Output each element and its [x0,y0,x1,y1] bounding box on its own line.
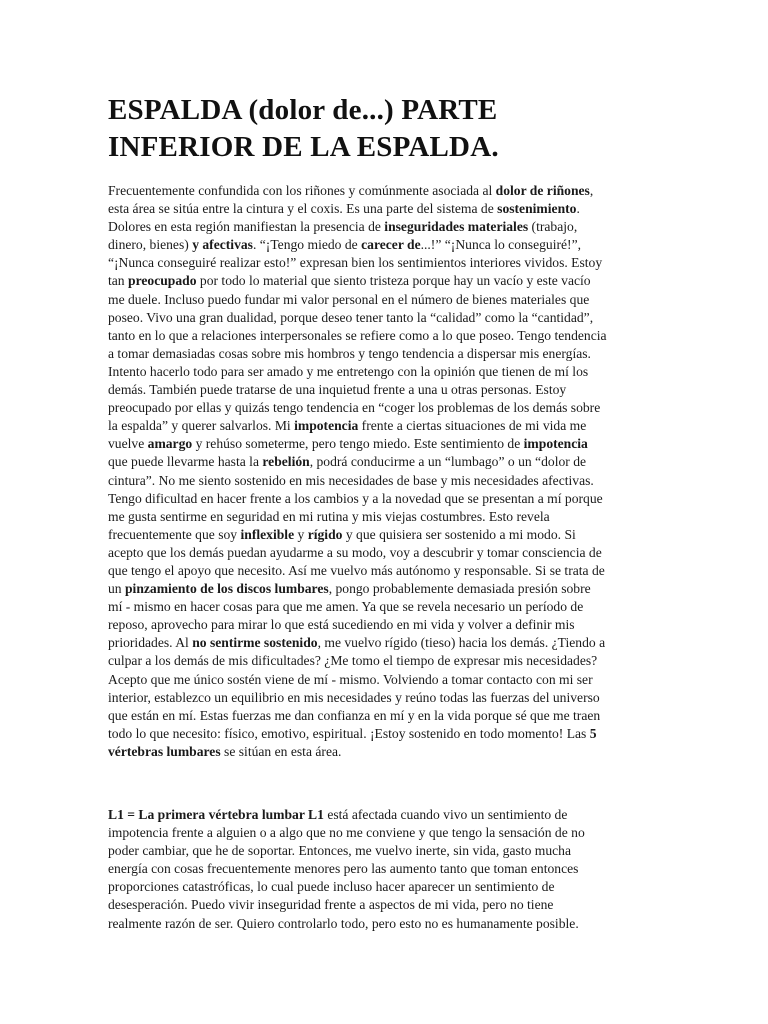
text-run: tanto en lo que a relaciones interpersonales se refiere como a lo que poseo. Tengo tendencia [108,327,607,343]
text-run: todo lo que necesito: físico, emotivo, espiritual. ¡Estoy sostenido en todo momento! Las [108,725,590,741]
text-run: . [576,201,580,217]
text-line [108,616,668,634]
text-run: me gusta sentirme en seguridad en mi rutina y mis viejas costumbres. Esto revela [108,508,550,524]
text-run: la espalda” y querer salvarlos. Mi [108,418,295,434]
bold-text: 5 [589,725,597,741]
text-line [108,806,668,824]
text-line [108,562,668,580]
text-run: reposo, aprovecho para mirar lo que está sucediendo en mi vida y volver a definir mis [108,617,575,633]
text-line [108,291,668,309]
text-run: energía con cosas frecuentemente menores pero las aumento tanto que toman entonces [108,861,579,877]
text-run: poseo. Vivo una gran dualidad, porque deseo tener tanto la “calidad” como la “cantidad”, [108,309,594,325]
text-run: que tengo el apoyo que necesito. Así me vuelvo más autónomo y responsable. Si se trata de [108,562,605,578]
title-line: INFERIOR DE LA ESPALDA. [108,131,499,163]
text-line [108,743,668,761]
bold-text: rebelión [262,454,310,470]
text-line [108,435,668,453]
text-run: frecuentemente que soy [108,526,241,542]
text-run: preocupado por ellas y quizás tengo tendencia en “coger los problemas de los demás sobre [108,400,601,416]
text-run: un [108,581,125,597]
bold-text: dolor de riñones [495,183,590,198]
text-line [108,363,668,381]
text-line [108,707,668,725]
text-line [108,725,668,743]
text-line [108,417,668,435]
text-line [108,689,668,707]
text-line [108,526,668,544]
bold-text: inseguridades materiales [384,219,529,235]
text-run: que puede llevarme hasta la [108,454,263,470]
bold-text: inflexible [240,526,295,542]
text-line [108,896,668,914]
text-run: acepto que los demás puedan ayudarme a su modo, voy a descubrir y tomar consciencia de [108,544,602,560]
bold-text: preocupado [128,273,197,289]
bold-text: carecer de [361,237,421,253]
text-run: Acepto que me único sostén viene de mí - mismo. Volviendo a tomar contacto con mi ser [108,671,593,687]
text-line [108,824,668,842]
bold-text: rígido [307,526,343,542]
text-run: tan [108,273,129,289]
text-run: poder cambiar, que he de soportar. Entonces, me vuelvo inerte, sin vida, gasto mucha [108,843,572,859]
text-run: y [294,526,308,542]
bold-text: no sentirme sostenido [192,635,318,651]
bold-text: pinzamiento de los discos lumbares [125,581,329,597]
text-run: interior, establezco un equilibrio en mis necesidades y reúno todas las fuerzas del universo [108,689,600,705]
text-run: Dolores en esta región manifiestan la presencia de [108,219,385,235]
text-line [108,182,668,200]
text-run: y que quisiera ser sostenido a mi modo. Si [342,526,576,542]
text-line [108,399,668,417]
text-run: , pongo probablemente demasiada presión sobre [328,581,591,597]
text-run: y rehúso someterme, pero tengo miedo. Este sentimiento de [192,436,524,452]
bold-text: impotencia [523,436,588,452]
text-line [108,634,668,652]
text-run: . “¡Tengo miedo de [252,237,362,253]
text-run: desesperación. Puedo vivir inseguridad frente a aspectos de mi vida, pero no tiene [108,897,554,913]
document-title [108,92,668,166]
text-line [108,490,668,508]
text-run: prioridades. Al [108,635,193,651]
text-line [108,309,668,327]
text-run: , me vuelvo rígido (tieso) hacia los demás. ¿Tiendo a [317,635,606,651]
bold-text: L1 = La primera vértebra lumbar L1 [108,807,324,822]
text-line [108,327,668,345]
text-run: , podrá conducirme a un “lumbago” o un “dolor de [309,454,587,470]
text-run: dinero, bienes) [108,237,193,253]
text-line [108,860,668,878]
text-line [108,200,668,218]
text-line [108,652,668,670]
text-run: Intento hacerlo todo para ser amado y me entretengo con la opinión que tienen de mí los [108,363,589,379]
text-line [108,508,668,526]
text-run: Tengo dificultad en hacer frente a los cambios y a la novedad que se presentan a mí porque [108,490,603,506]
text-run: se sitúan en esta área. [220,743,342,759]
text-line [108,544,668,562]
text-run: Frecuentemente confundida con los riñones y comúnmente asociada al [108,183,496,198]
text-run: por todo lo material que siento tristeza porque hay un vacío y este vacío [196,273,591,289]
text-run: que están en mí. Estas fuerzas me dan confianza en mí y en la vida porque sé que me traen [108,707,601,723]
text-line [108,254,668,272]
bold-text: y afectivas [192,237,253,253]
text-line [108,580,668,598]
text-run: demás. También puede tratarse de una inquietud frente a una u otras personas. Estoy [108,382,567,398]
paragraph-intro [108,182,668,761]
text-run: esta área se sitúa entre la cintura y el coxis. Es una parte del sistema de [108,201,498,217]
bold-text: impotencia [294,418,359,434]
text-line [108,472,668,490]
bold-text: vértebras lumbares [108,743,221,759]
text-run: mí - mismo en hacer cosas para que me amen. Ya que se revela necesario un período de [108,599,584,615]
text-line [108,218,668,236]
text-line [108,842,668,860]
text-run: culpar a los demás de mis dificultades? ¿Me tomo el tiempo de expresar mis necesidades? [108,653,598,669]
text-run: está afectada cuando vivo un sentimiento de [323,807,568,822]
title-line: ESPALDA (dolor de...) PARTE [108,94,498,126]
text-run: (trabajo, [528,219,578,235]
text-line [108,915,668,933]
text-run: vuelve [108,436,148,452]
text-line [108,345,668,363]
text-run: “¡Nunca conseguiré realizar esto!” expresan bien los sentimientos interiores vividos. Estoy [108,255,603,271]
text-run: impotencia frente a alguien o a algo que no me conviene y que tengo la sensación de no [108,825,585,841]
text-line [108,878,668,896]
text-run: ...!” “¡Nunca lo conseguiré!”, [420,237,582,253]
text-run: cintura”. No me siento sostenido en mis necesidades de base y mis necesidades afectivas. [108,472,594,488]
bold-text: amargo [147,436,193,452]
text-line [108,272,668,290]
text-line [108,598,668,616]
text-run: proporciones catastróficas, lo cual puede incluso hacer aparecer un sentimiento de [108,879,555,895]
text-line [108,381,668,399]
text-run: realmente razón de ser. Quiero controlarlo todo, pero esto no es humanamente posible. [108,915,579,931]
text-run: me duele. Incluso puedo fundar mi valor personal en el número de bienes materiales que [108,291,590,307]
paragraph-l1 [108,806,668,933]
text-line [108,671,668,689]
bold-text: sostenimiento [497,201,577,217]
text-line [108,236,668,254]
text-line [108,453,668,471]
text-run: a tomar demasiadas cosas sobre mis hombros y tengo tendencia a dispersar mis energías. [108,345,591,361]
text-run: frente a ciertas situaciones de mi vida me [358,418,587,434]
text-run: , [589,183,594,198]
